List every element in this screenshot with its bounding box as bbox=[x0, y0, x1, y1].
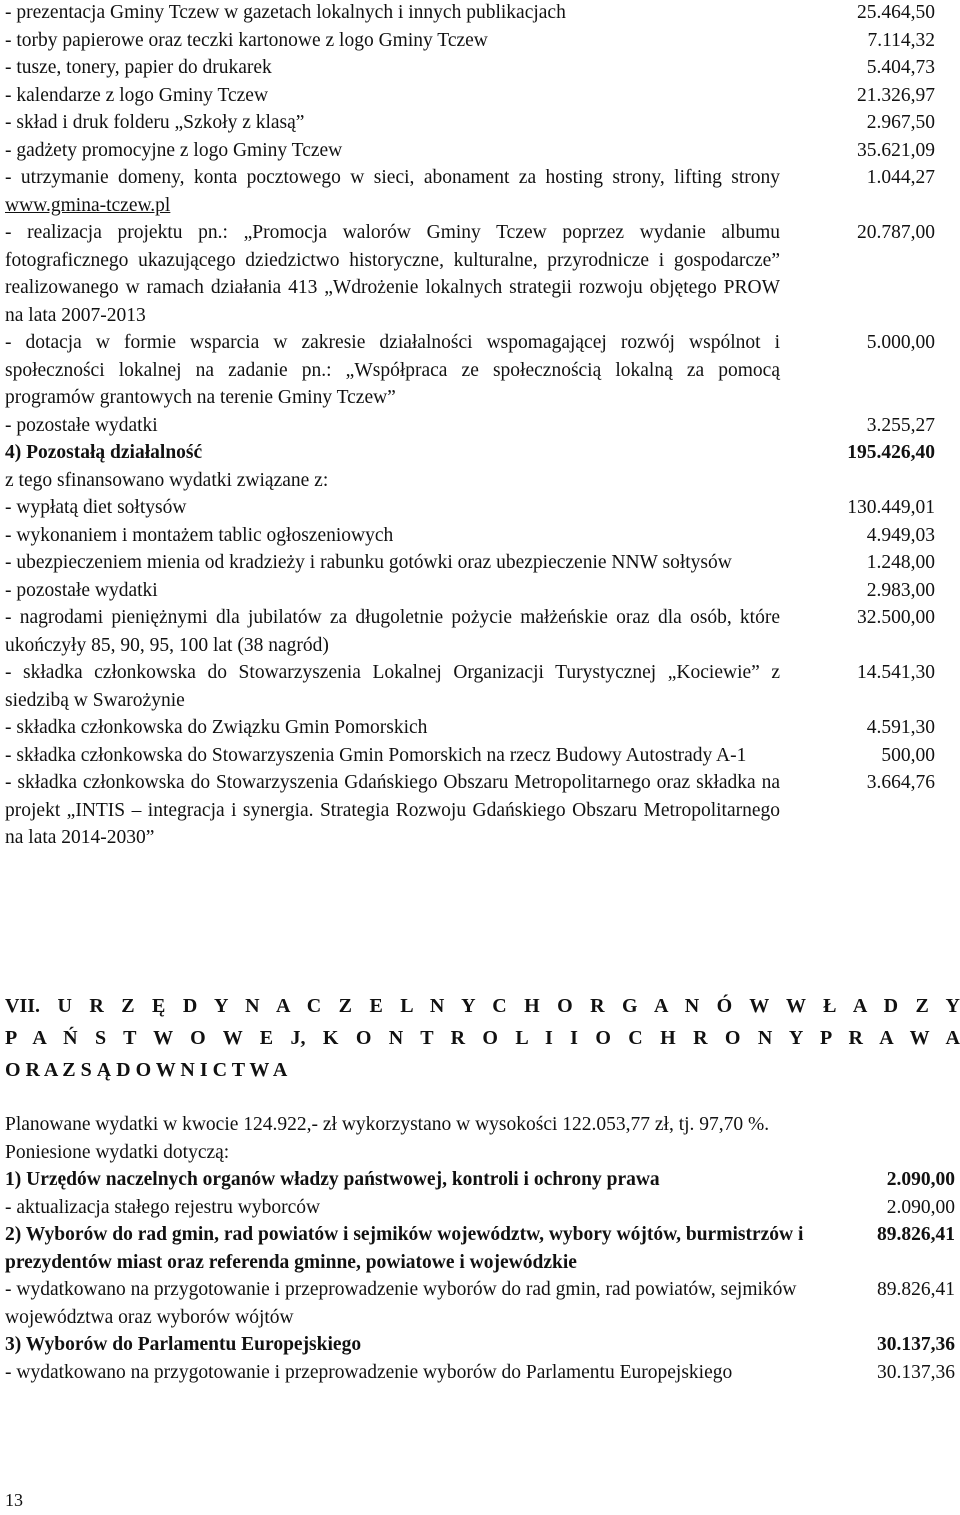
item-description bbox=[5, 164, 780, 219]
heading-text: 2) Wyborów do rad gmin, rad powiatów i sejmików województw, wybory wójtów, burmistrzów i prezydentów miast oraz referenda gminne, powiatowe i wojewódzkie bbox=[5, 1224, 804, 1273]
item-amount: 130.449,01 bbox=[847, 497, 935, 518]
chapter-heading-line: O R A Z S Ą D O W N I C T W A bbox=[5, 1059, 288, 1081]
list-item bbox=[5, 1276, 955, 1331]
list-item bbox=[5, 604, 935, 659]
expense-list-lower bbox=[5, 1111, 955, 1386]
item-amount: 5.404,73 bbox=[866, 57, 935, 78]
item-description: - składka członkowska do Stowarzyszenia Gmin Pomorskich na rzecz Budowy Autostrady A-1 bbox=[5, 744, 747, 766]
item-description: - nagrodami pieniężnymi dla jubilatów za długoletnie pożycie małżeńskie oraz dla osób, które ukończyły 85, 90, 95, 100 lat (38 nagród) bbox=[5, 607, 780, 656]
item-amount: 4.591,30 bbox=[866, 717, 935, 738]
section-heading bbox=[5, 1331, 955, 1359]
item-amount: 3.664,76 bbox=[866, 772, 935, 793]
item-description: - realizacja projektu pn.: „Promocja walorów Gminy Tczew poprzez wydanie albumu fotograficznego ukazującego dziedzictwo historyczne, kulturalne, przyrodnicze i gospodarcze” realizowanego w ramach działania 413 „Wdrożenie lokalnych strategii rozwoju objętego PROW na lata 2007-2013 bbox=[5, 222, 780, 326]
website-link[interactable]: www.gmina-tczew.pl bbox=[5, 194, 171, 216]
item-amount: 2.983,00 bbox=[866, 579, 935, 601]
heading-text: 3) Wyborów do Parlamentu Europejskiego bbox=[5, 1334, 362, 1355]
item-description: - prezentacja Gminy Tczew w gazetach lokalnych i innych publikacjach bbox=[5, 2, 566, 23]
item-description: - ubezpieczeniem mienia od kradzieży i rabunku gotówki oraz ubezpieczenie NNW sołtysów bbox=[5, 552, 732, 573]
item-description: - torby papierowe oraz teczki kartonowe z logo Gminy Tczew bbox=[5, 29, 488, 51]
item-amount: 2.967,50 bbox=[866, 112, 935, 133]
item-amount: 89.826,41 bbox=[877, 1279, 955, 1300]
item-description: - wydatkowano na przygotowanie i przeprowadzenie wyborów do rad gmin, rad powiatów, sejmików województwa oraz wyborów wójtów bbox=[5, 1279, 797, 1328]
list-item-project bbox=[5, 219, 935, 329]
item-amount: 2.090,00 bbox=[886, 1196, 955, 1218]
item-description: - składka członkowska do Związku Gmin Pomorskich bbox=[5, 717, 428, 738]
item-description: - kalendarze z logo Gminy Tczew bbox=[5, 84, 269, 106]
list-item bbox=[5, 27, 935, 55]
list-item bbox=[5, 0, 935, 27]
heading-text: 1) Urzędów naczelnych organów władzy państwowej, kontroli i ochrony prawa bbox=[5, 1169, 660, 1190]
section-heading bbox=[5, 439, 935, 467]
chapter-heading bbox=[5, 990, 960, 1086]
list-item bbox=[5, 137, 935, 165]
page-number: 13 bbox=[5, 1490, 23, 1510]
item-description: - składka członkowska do Stowarzyszenia Lokalnej Organizacji Turystycznej „Kociewie” z siedzibą w Swarożynie bbox=[5, 662, 780, 711]
list-item-hosting bbox=[5, 164, 935, 219]
chapter-heading-line: VII. U R Z Ę D Y N A C Z E L N Y C H O R G A N Ó W W Ł A D Z Y bbox=[5, 995, 960, 1017]
item-description: - wydatkowano na przygotowanie i przeprowadzenie wyborów do Parlamentu Europejskiego bbox=[5, 1361, 733, 1383]
item-amount: 32.500,00 bbox=[857, 607, 935, 628]
list-item bbox=[5, 769, 935, 852]
item-description: - tusze, tonery, papier do drukarek bbox=[5, 57, 272, 78]
list-item bbox=[5, 659, 935, 714]
item-amount: 35.621,09 bbox=[857, 139, 935, 161]
item-amount: 21.326,97 bbox=[857, 84, 935, 106]
item-amount: 5.000,00 bbox=[866, 332, 935, 353]
item-amount: 30.137,36 bbox=[877, 1361, 955, 1383]
section-heading bbox=[5, 1221, 955, 1276]
list-item bbox=[5, 412, 935, 440]
intro-text: Poniesione wydatki dotyczą: bbox=[5, 1141, 230, 1163]
item-amount: 20.787,00 bbox=[857, 222, 935, 243]
hosting-text: - utrzymanie domeny, konta pocztowego w sieci, abonament za hosting strony, lifting strony bbox=[5, 167, 780, 188]
item-amount: 1.248,00 bbox=[866, 552, 935, 573]
item-description: - składka członkowska do Stowarzyszenia Gdańskiego Obszaru Metropolitarnego oraz składka na projekt „INTIS – integracja i synergia. Strategia Rozwoju Gdańskiego Obszaru Metropolitarnego na lata 2014-2030” bbox=[5, 772, 780, 848]
item-description: - aktualizacja stałego rejestru wyborców bbox=[5, 1196, 321, 1218]
item-description: - dotacja w formie wsparcia w zakresie działalności wspomagającej rozwój wspólnot i społeczności lokalnej na zadanie pn.: „Współpraca ze społecznością lokalną za pomocą programów grantowych na terenie Gminy Tczew” bbox=[5, 332, 780, 408]
list-item-grant bbox=[5, 329, 935, 412]
planned-summary: Planowane wydatki w kwocie 124.922,- zł wykorzystano w wysokości 122.053,77 zł, tj. 97,70 %. bbox=[5, 1114, 770, 1135]
item-description: - wypłatą diet sołtysów bbox=[5, 497, 187, 518]
list-item bbox=[5, 1359, 955, 1387]
chapter-heading-line: P A Ń S T W O W E J, K O N T R O L I I O C H R O N Y P R A W A bbox=[5, 1027, 960, 1049]
item-amount: 14.541,30 bbox=[857, 662, 935, 683]
list-item bbox=[5, 109, 935, 137]
list-item bbox=[5, 714, 935, 742]
heading-text: 4) Pozostałą działalność bbox=[5, 442, 203, 463]
item-amount: 3.255,27 bbox=[866, 414, 935, 436]
list-item bbox=[5, 1194, 955, 1222]
item-amount: 500,00 bbox=[881, 744, 935, 766]
list-item bbox=[5, 577, 935, 605]
heading-amount: 2.090,00 bbox=[886, 1169, 955, 1190]
item-description: - gadżety promocyjne z logo Gminy Tczew bbox=[5, 139, 343, 161]
item-amount: 1.044,27 bbox=[866, 167, 935, 188]
heading-amount: 30.137,36 bbox=[877, 1334, 955, 1355]
item-amount: 25.464,50 bbox=[857, 2, 935, 23]
item-description: - pozostałe wydatki bbox=[5, 579, 158, 601]
intro-text: z tego sfinansowano wydatki związane z: bbox=[5, 469, 329, 491]
list-item bbox=[5, 54, 935, 82]
item-description: - skład i druk folderu „Szkoły z klasą” bbox=[5, 112, 305, 133]
list-item bbox=[5, 494, 935, 522]
list-item bbox=[5, 549, 935, 577]
section-heading bbox=[5, 1166, 955, 1194]
heading-amount: 89.826,41 bbox=[877, 1224, 955, 1245]
list-item bbox=[5, 742, 935, 770]
item-amount: 4.949,03 bbox=[866, 524, 935, 546]
item-description: - wykonaniem i montażem tablic ogłoszeniowych bbox=[5, 524, 394, 546]
item-description: - pozostałe wydatki bbox=[5, 414, 158, 436]
item-amount: 7.114,32 bbox=[867, 29, 935, 51]
list-item bbox=[5, 522, 935, 550]
heading-amount: 195.426,40 bbox=[847, 442, 935, 463]
expense-list-upper bbox=[5, 0, 935, 852]
list-item bbox=[5, 82, 935, 110]
